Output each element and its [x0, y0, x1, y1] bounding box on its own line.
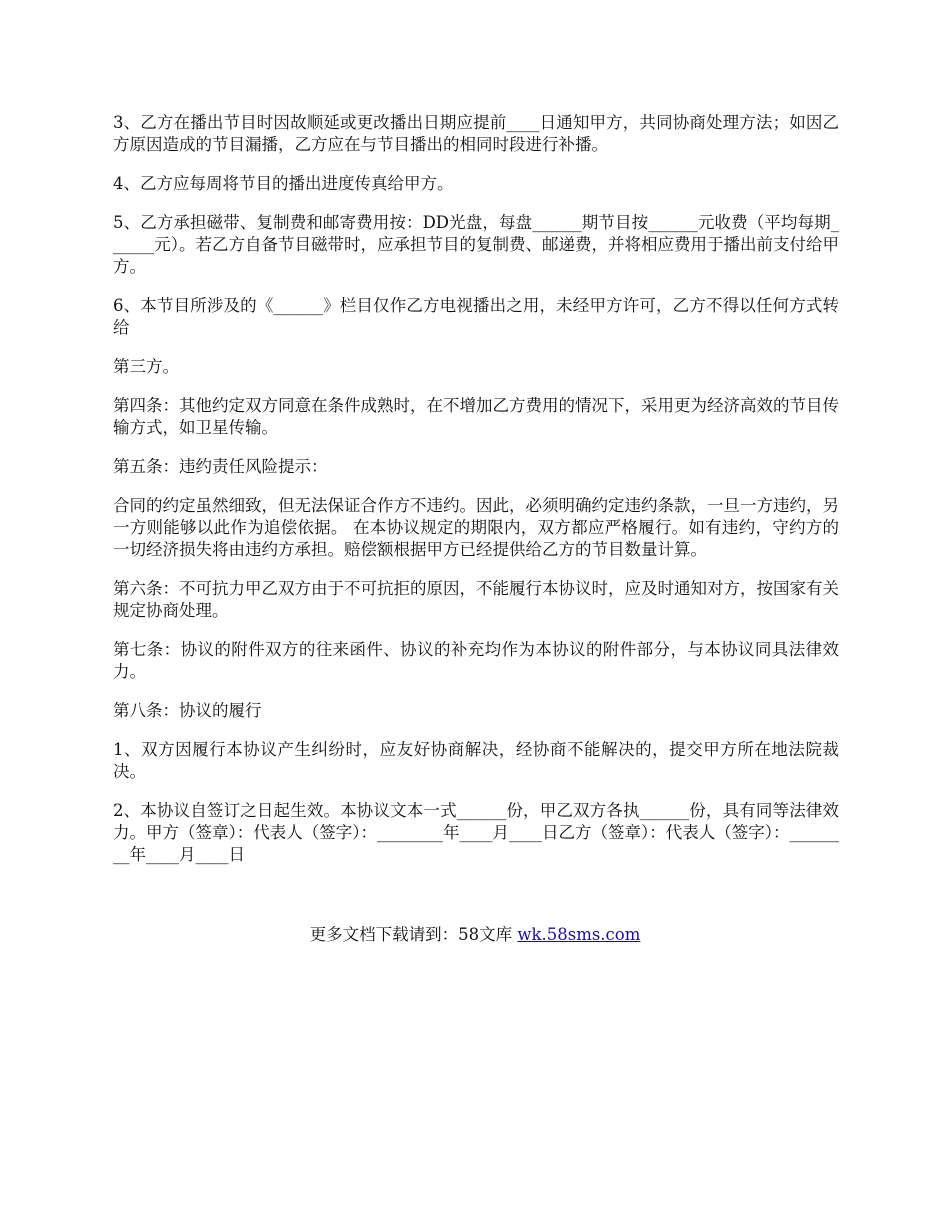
paragraph-article-8-heading: 第八条：协议的履行 [113, 701, 262, 720]
paragraph-clause-5-fees: 5、乙方承担磁带、复制费和邮寄费用按：DD光盘，每盘______期节目按______元收费（平均每期______元）。若乙方自备节目磁带时，应承担节目的复制费、邮递费，并将相应费用于播出前支付给甲方。 [113, 213, 839, 276]
paragraph-clause-6-usage: 6、本节目所涉及的《______》栏目仅作乙方电视播出之用，未经甲方许可，乙方不得以任何方式转给 [113, 296, 839, 337]
document-body [113, 112, 839, 883]
paragraph-article-4: 第四条：其他约定双方同意在条件成熟时，在不增加乙方费用的情况下，采用更为经济高效的节目传输方式，如卫星传输。 [113, 396, 839, 437]
footer-prefix: 更多文档下载请到：58文库 [309, 925, 518, 944]
paragraph-article-7-attachments: 第七条：协议的附件双方的往来函件、协议的补充均作为本协议的附件部分，与本协议同具法律效力。 [113, 640, 839, 681]
paragraph-breach-liability: 合同的约定虽然细致，但无法保证合作方不违约。因此，必须明确约定违约条款，一旦一方违约，另一方则能够以此作为追偿依据。 在本协议规定的期限内，双方都应严格履行。如有违约，守约方的一切经济损失将由违约方承担。赔偿额根据甲方已经提供给乙方的节目数量计算。 [113, 496, 839, 559]
paragraph-article-6-force-majeure: 第六条：不可抗力甲乙双方由于不可抗拒的原因，不能履行本协议时，应及时通知对方，按国家有关规定协商处理。 [113, 579, 839, 620]
footer [0, 924, 950, 946]
paragraph-clause-4-progress: 4、乙方应每周将节目的播出进度传真给甲方。 [113, 174, 454, 193]
paragraph-effectiveness-signatures: 2、本协议自签订之日起生效。本协议文本一式______份，甲乙双方各执______份，具有同等法律效力。甲方（签章）：代表人（签字）：________年____月____日乙方（签章）：代表人（签字）：________年____月____日 [113, 801, 839, 864]
paragraph-dispute-resolution: 1、双方因履行本协议产生纠纷时，应友好协商解决，经协商不能解决的，提交甲方所在地法院裁决。 [113, 740, 839, 781]
footer-link[interactable]: wk.58sms.com [517, 925, 641, 944]
paragraph-third-party: 第三方。 [113, 357, 179, 376]
paragraph-article-5-heading: 第五条：违约责任风险提示： [113, 457, 328, 476]
paragraph-clause-3-rebroadcast: 3、乙方在播出节目时因故顺延或更改播出日期应提前____日通知甲方，共同协商处理方法；如因乙方原因造成的节目漏播，乙方应在与节目播出的相同时段进行补播。 [113, 113, 839, 154]
